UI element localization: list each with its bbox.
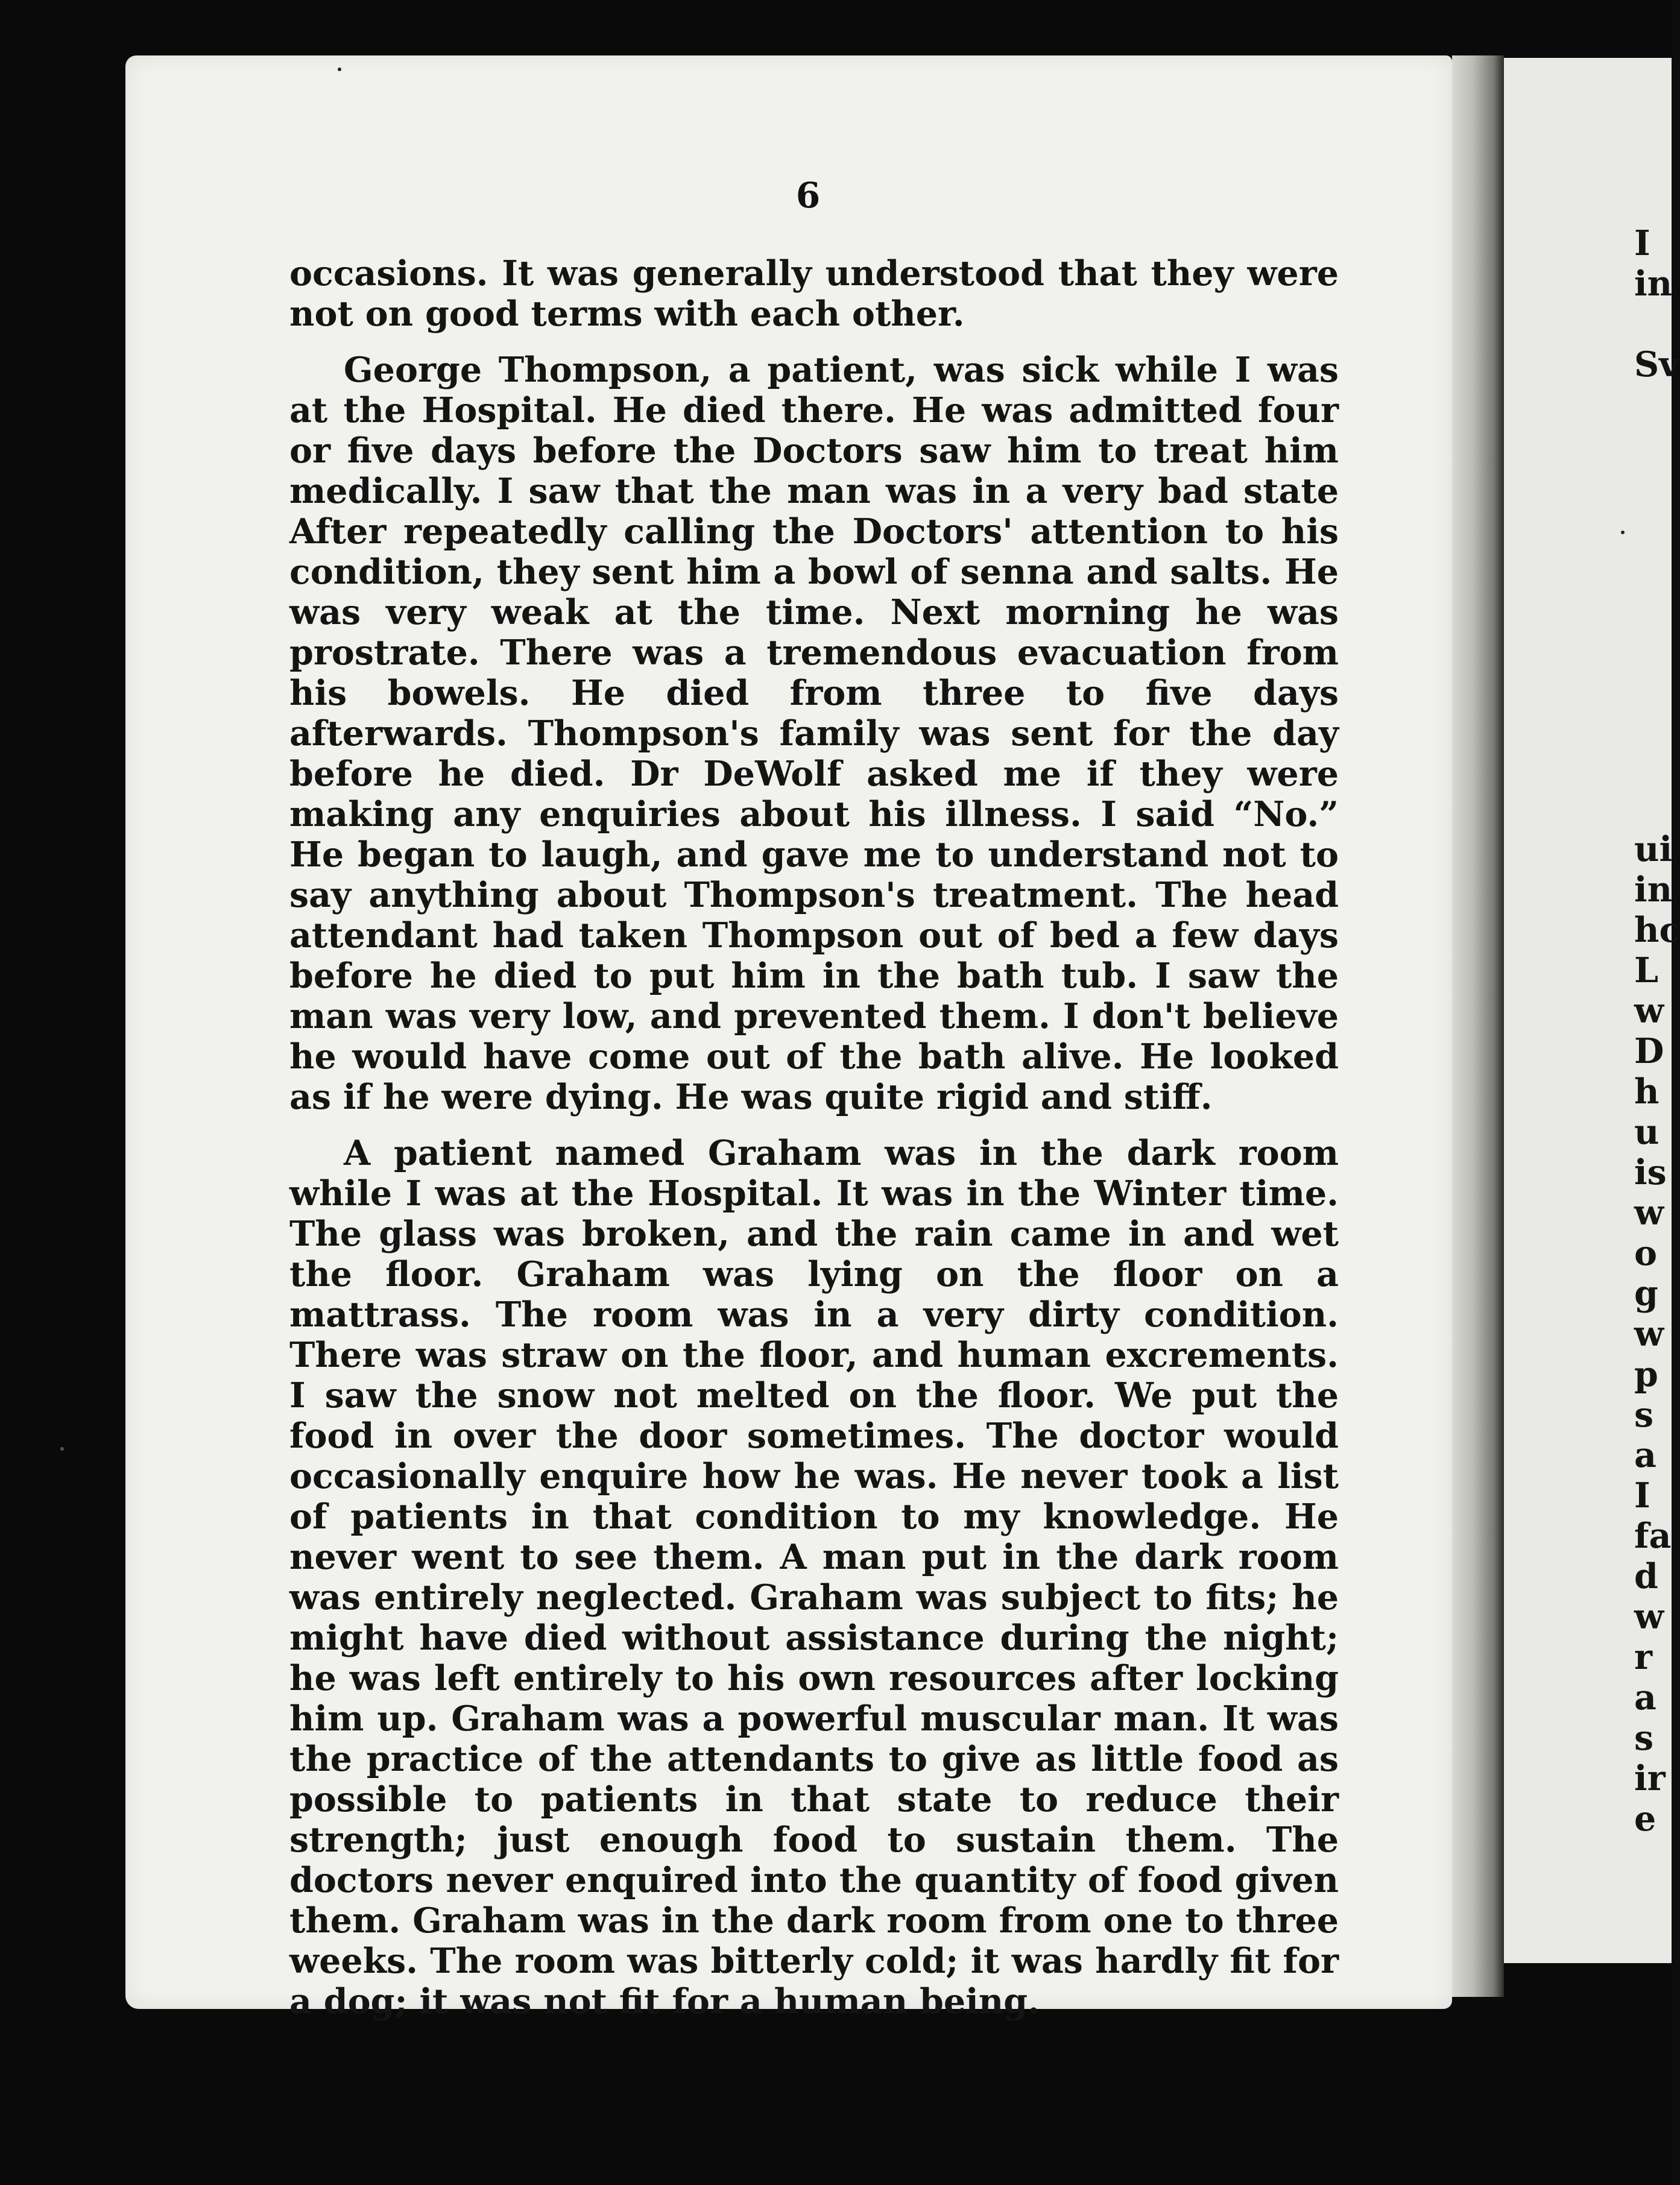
facing-page-fragment	[1634, 465, 1672, 506]
facing-page-fragment: o	[1634, 1233, 1658, 1273]
scan-speck	[1621, 531, 1625, 534]
facing-page-fragment: r	[1634, 1637, 1653, 1677]
facing-page-fragment	[1634, 425, 1672, 465]
paragraph-graham: A patient named Graham was in the dark room while I was at the Hospital. It was in the Winter time. The glass was broken, and the rain came in and wet the floor. Graham was lying on the floor on a mattrass. The room was in a very dirty condition. There was straw on the floor, and human excrements. I saw the snow not melted on the floor. We put the food in over the door sometimes. The doctor would occasionally enquire how he was. He never took a list of patients in that condition to my knowledge. He never went to see them. A man put in the dark room was entirely neglected. Graham was subject to fits; he might have died without assistance during the night; he was left entirely to his own resources after locking him up. Graham was a powerful muscular man. It was the practice of the attendants to give as little food as possible to patients in that state to reduce their strength; just enough food to sustain them. The doctors never enquired into the quantity of food given them. Graham was in the dark room from one to three weeks. The room was bitterly cold; it was hardly fit for a dog; it was not fit for a human being.	[289, 1133, 1339, 2022]
facing-page-fragment: g	[1634, 1273, 1658, 1314]
facing-page-fragment	[1634, 385, 1672, 425]
facing-page-fragment: w	[1634, 1314, 1664, 1354]
facing-page-fragment: u	[1634, 1112, 1659, 1152]
facing-page-fragment: L	[1634, 950, 1659, 991]
facing-page-fragment: ui	[1634, 829, 1673, 869]
facing-page-fragment: is	[1634, 1152, 1667, 1193]
facing-page-fragment: I	[1634, 223, 1650, 263]
facing-page-fragment: p	[1634, 1354, 1658, 1395]
facing-page-fragment: D	[1634, 1031, 1664, 1071]
facing-page-fragment	[1634, 627, 1672, 667]
facing-page-fragment: hc	[1634, 910, 1680, 950]
facing-page-fragment: e	[1634, 1799, 1656, 1839]
facing-page-fragment	[1634, 667, 1672, 708]
facing-page-fragment	[1634, 304, 1672, 344]
facing-page-fragment: I	[1634, 1475, 1650, 1516]
facing-page-fragment: s	[1634, 1718, 1654, 1758]
facing-page-fragment: in	[1634, 263, 1673, 304]
facing-page-fragment: Sv	[1634, 344, 1679, 385]
facing-page-fragment: a	[1634, 1435, 1656, 1475]
facing-page-fragment: w	[1634, 1597, 1664, 1637]
facing-page-fragment: d	[1634, 1556, 1658, 1597]
page-body	[289, 253, 1339, 2037]
facing-page-fragment: a	[1634, 1677, 1656, 1718]
paragraph-thompson: George Thompson, a patient, was sick while I was at the Hospital. He died there. He was admitted four or five days before the Doctors saw him to treat him medically. I saw that the man was in a very bad state After repeatedly calling the Doctors' attention to his condition, they sent him a bowl of senna and salts. He was very weak at the time. Next morning he was prostrate. There was a tremendous evacuation from his bowels. He died from three to five days afterwards. Thompson's family was sent for the day before he died. Dr DeWolf asked me if they were making any enquiries about his illness. I said “No.” He began to laugh, and gave me to understand not to say anything about Thompson's treatment. The head attendant had taken Thompson out of bed a few days before he died to put him in the bath tub. I saw the man was very low, and prevented them. I don't believe he would have come out of the bath alive. He looked as if he were dying. He was quite rigid and stiff.	[289, 350, 1339, 1117]
facing-page-fragment: in	[1634, 869, 1673, 910]
facing-page-fragment: s	[1634, 1395, 1654, 1435]
page-number: 6	[795, 175, 821, 216]
scan-speck	[338, 68, 341, 71]
facing-page-fragment: fa	[1634, 1516, 1672, 1556]
facing-page-fragment: w	[1634, 991, 1664, 1031]
book-gutter	[1452, 55, 1504, 1997]
facing-page-fragment: ir	[1634, 1758, 1666, 1799]
facing-page-fragment	[1634, 789, 1672, 829]
facing-page-fragment	[1634, 587, 1672, 627]
facing-page-fragment	[1634, 748, 1672, 789]
facing-page-text-fragments	[1634, 223, 1680, 1839]
scan-speck	[60, 1447, 64, 1451]
facing-page-fragment	[1634, 546, 1672, 587]
facing-page-fragment	[1634, 506, 1672, 546]
facing-page-fragment: h	[1634, 1071, 1659, 1112]
facing-page-fragment	[1634, 708, 1672, 748]
facing-page-fragment: w	[1634, 1193, 1664, 1233]
paragraph-continuation: occasions. It was generally understood that they were not on good terms with each other.	[289, 253, 1339, 334]
